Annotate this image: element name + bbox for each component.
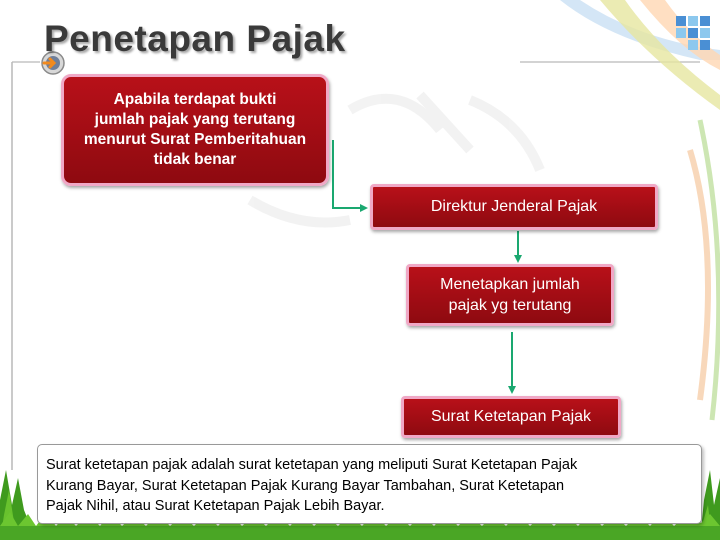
result-box <box>401 396 621 438</box>
action-line: pajak yg terutang <box>448 297 572 314</box>
slide-title: Penetapan Pajak <box>44 18 346 59</box>
action-line: Menetapkan jumlah <box>440 276 580 293</box>
result-label: Surat Ketetapan Pajak <box>430 408 592 425</box>
condition-line: jumlah pajak yang terutang <box>94 111 296 128</box>
note-line: Pajak Nihil, atau Surat Ketetapan Pajak Lebih Bayar. <box>46 498 385 514</box>
authority-label: Direktur Jenderal Pajak <box>430 198 598 215</box>
condition-line: Apabila terdapat bukti <box>113 91 277 108</box>
condition-box <box>61 74 329 186</box>
note-line: Kurang Bayar, Surat Ketetapan Pajak Kurang Bayar Tambahan, Surat Ketetapan <box>46 477 565 494</box>
right-curves <box>690 120 719 420</box>
condition-line: tidak benar <box>153 151 237 168</box>
note-line: Surat ketetapan pajak adalah surat ketetapan yang meliputi Surat Ketetapan Pajak <box>46 457 578 473</box>
condition-line: menurut Surat Pemberitahuan <box>83 131 307 148</box>
authority-box <box>370 184 658 230</box>
definition-note <box>37 444 702 524</box>
action-box <box>406 264 614 326</box>
